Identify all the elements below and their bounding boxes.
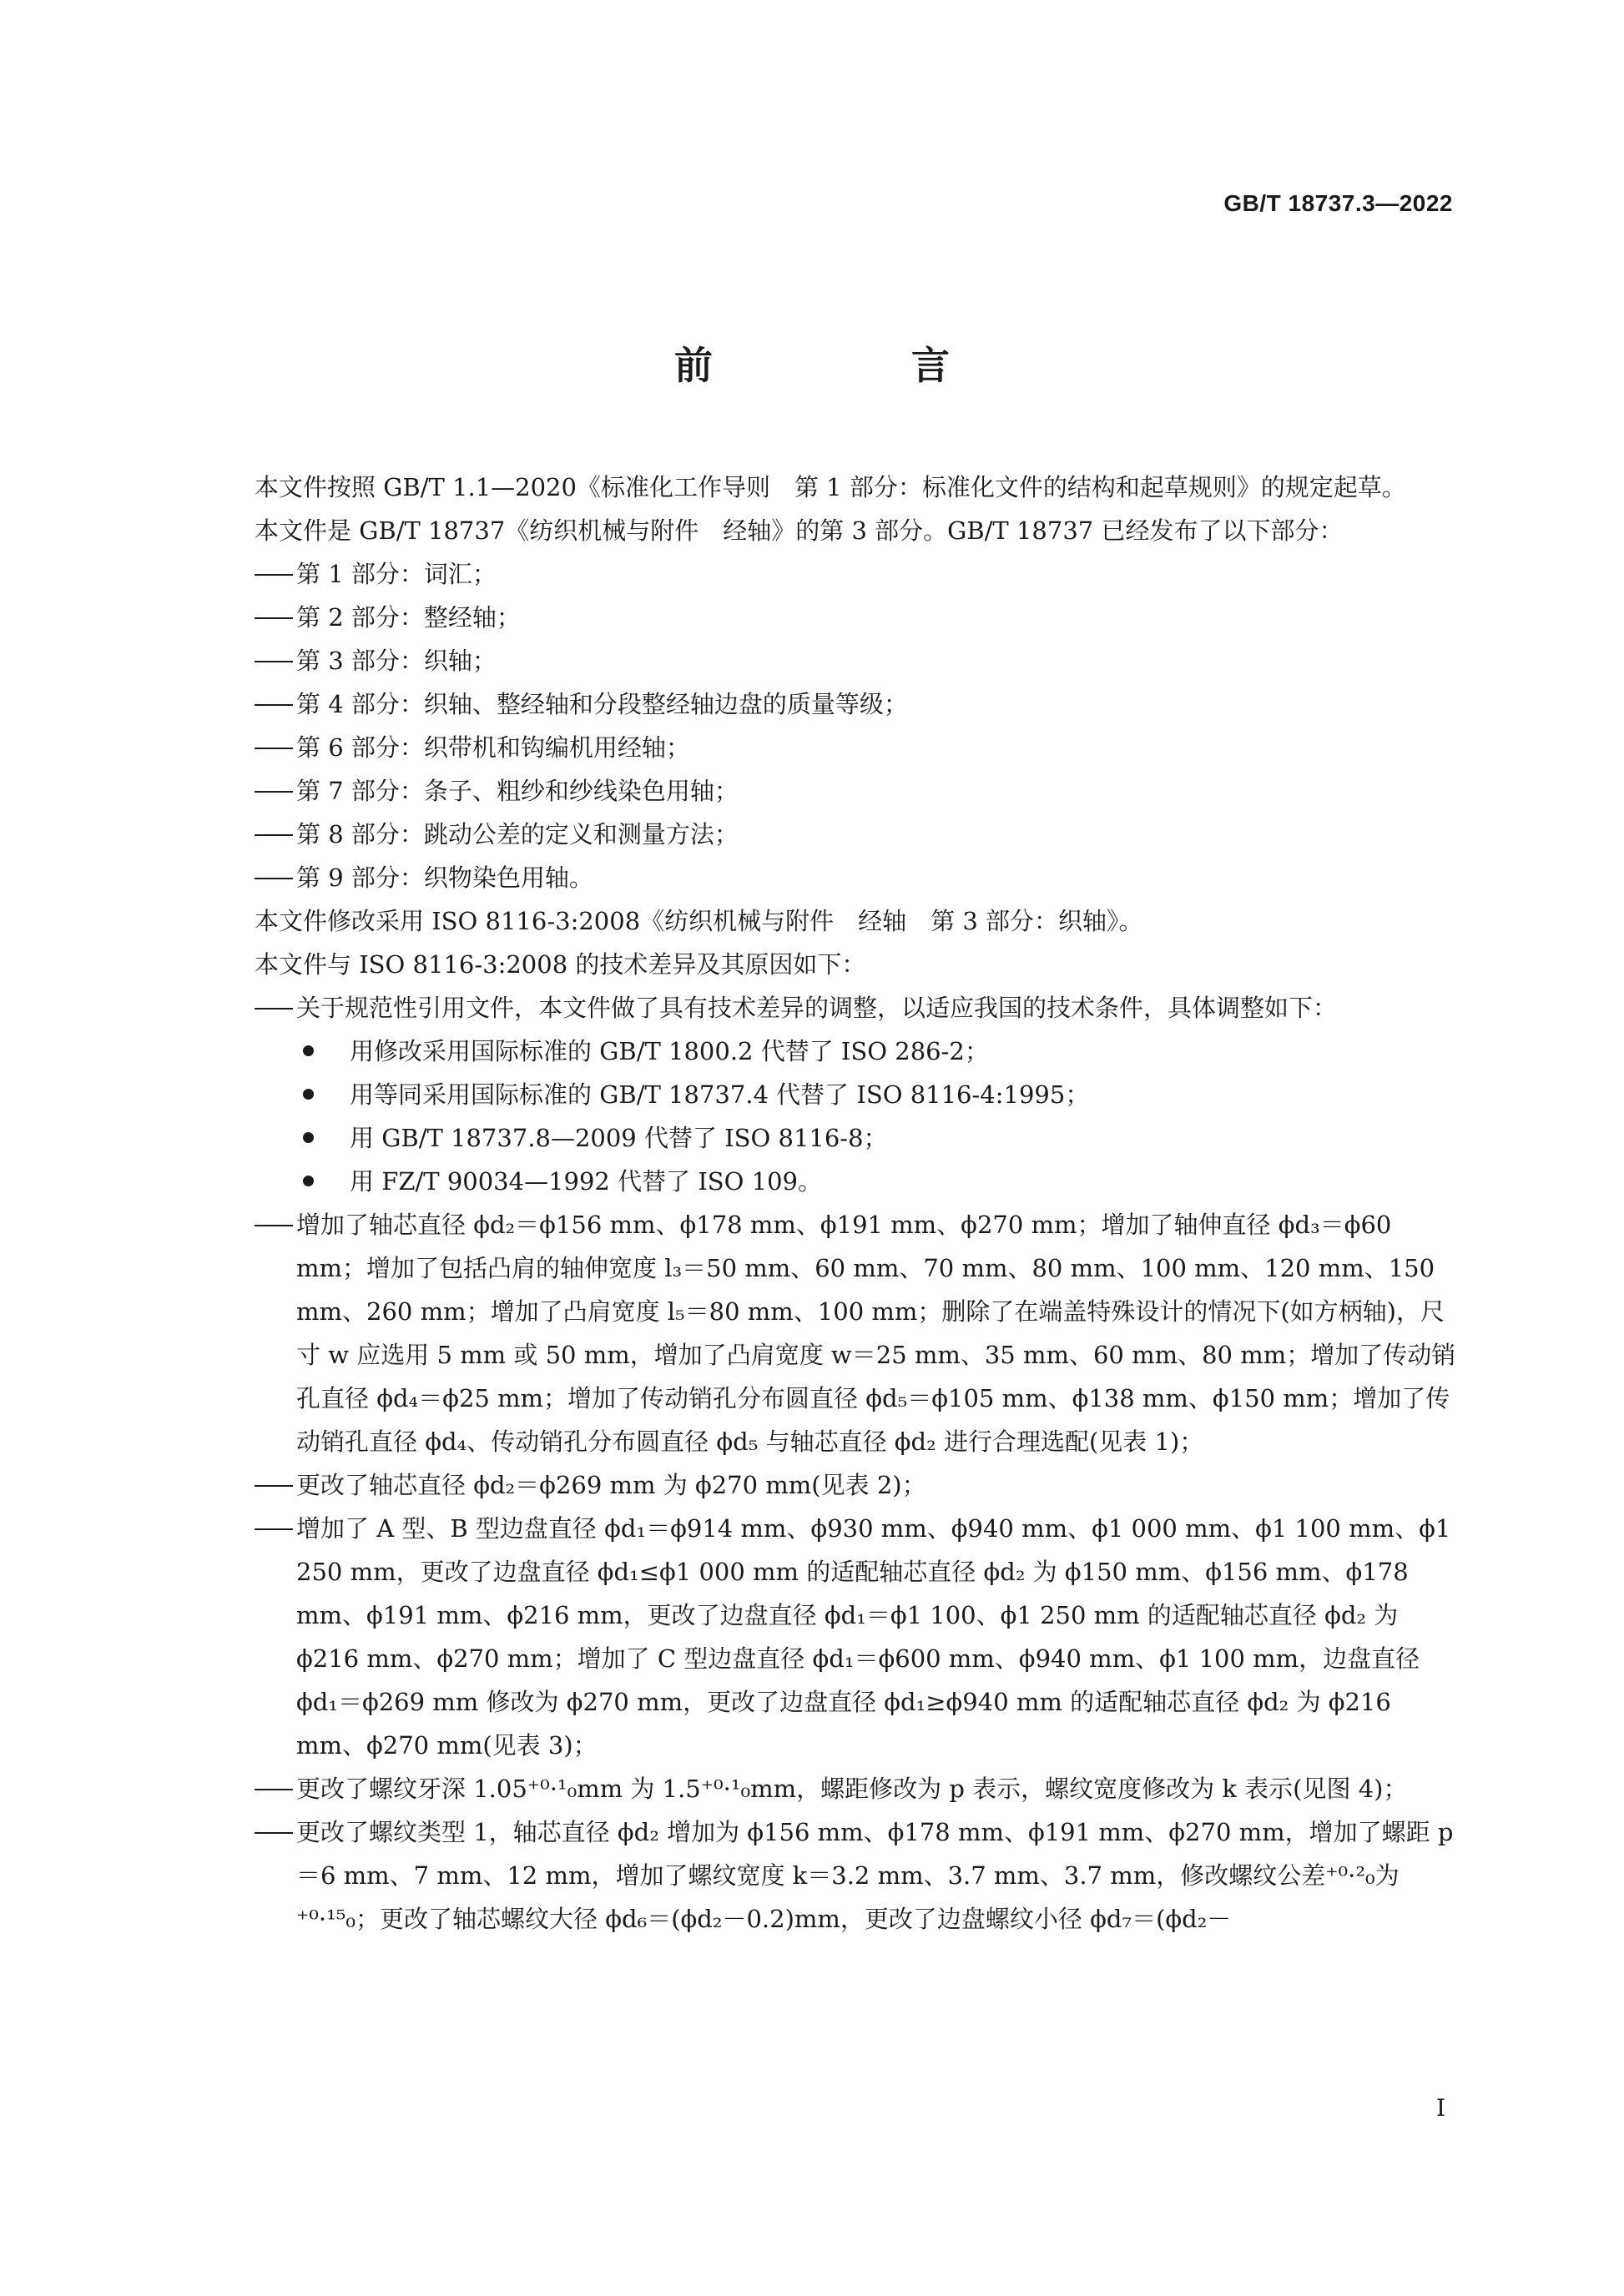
bullet-dot-icon [303,1132,314,1143]
bullet-item: 用等同采用国际标准的 GB/T 18737.4 代替了 ISO 8116-4:1995； [194,1073,1463,1116]
difference-item: 关于规范性引用文件，本文件做了具有技术差异的调整，以适应我国的技术条件，具体调整如下： 用修改采用国际标准的 GB/T 1800.2 代替了 ISO 286-2； 用等同采用国际标准的 GB/T 18737.4 代替了 ISO 8116-4:1995； 用 GB/T 18737.8—2009 代替了 ISO 8116-8； 用 FZ/T 90034—1992 代替了 ISO 109。 [194,986,1463,1203]
bullet-item: 用 GB/T 18737.8—2009 代替了 ISO 8116-8； [194,1116,1463,1160]
list-item: 第 9 部分：织物染色用轴。 [296,864,593,892]
difference-item: 更改了螺纹牙深 1.05⁺⁰·¹₀mm 为 1.5⁺⁰·¹₀mm，螺距修改为 p 表示，螺纹宽度修改为 k 表示(见图 4)； [296,1775,1408,1803]
differences-list [194,986,1463,1941]
list-item: 第 8 部分：跳动公差的定义和测量方法； [296,820,739,848]
paragraph-drafting-rules: 本文件按照 GB/T 1.1—2020《标准化工作导则 第 1 部分：标准化文件的结构和起草规则》的规定起草。 [255,473,1406,501]
document-code: GB/T 18737.3—2022 [1223,190,1453,216]
paragraph-adoption: 本文件修改采用 ISO 8116-3:2008《纺织机械与附件 经轴 第 3 部分：织轴》。 [255,907,1143,935]
list-item: 第 1 部分：词汇； [296,560,497,588]
difference-item: 更改了轴芯直径 ϕd₂＝ϕ269 mm 为 ϕ270 mm(见表 2)； [296,1471,926,1499]
bullet-dot-icon [303,1176,314,1186]
list-item: 第 2 部分：整经轴； [296,603,521,632]
bullet-list [194,1030,1463,1203]
page-number: I [1435,2094,1445,2122]
difference-item: 增加了 A 型、B 型边盘直径 ϕd₁＝ϕ914 mm、ϕ930 mm、ϕ940 mm、ϕ1 000 mm、ϕ1 100 mm、ϕ1 250 mm，更改了边盘直径 ϕd₁≤ϕ1 000 mm 的适配轴芯直径 ϕd₂ 为 ϕ150 mm、ϕ156 mm、ϕ178 mm、ϕ191 mm、ϕ216 mm，更改了边盘直径 ϕd₁＝ϕ1 100、ϕ1 250 mm 的适配轴芯直径 ϕd₂ 为 ϕ216 mm、ϕ270 mm；增加了 C 型边盘直径 ϕd₁＝ϕ600 mm、ϕ940 mm、ϕ1 100 mm，边盘直径 ϕd₁＝ϕ269 mm 修改为 ϕ270 mm，更改了边盘直径 ϕd₁≥ϕ940 mm 的适配轴芯直径 ϕd₂ 为 ϕ216 mm、ϕ270 mm(见表 3)； [296,1514,1451,1760]
difference-item: 增加了轴芯直径 ϕd₂＝ϕ156 mm、ϕ178 mm、ϕ191 mm、ϕ270 mm；增加了轴伸直径 ϕd₃＝ϕ60 mm；增加了包括凸肩的轴伸宽度 l₃＝50 mm、60 mm、70 mm、80 mm、100 mm、120 mm、150 mm、260 mm；增加了凸肩宽度 l₅＝80 mm、100 mm；删除了在端盖特殊设计的情况下(如方柄轴)，尺寸 w 应选用 5 mm 或 50 mm，增加了凸肩宽度 w＝25 mm、35 mm、60 mm、80 mm；增加了传动销孔直径 ϕd₄＝ϕ25 mm；增加了传动销孔分布圆直径 ϕd₅＝ϕ105 mm、ϕ138 mm、ϕ150 mm；增加了传动销孔直径 ϕd₄、传动销孔分布圆直径 ϕd₅ 与轴芯直径 ϕd₂ 进行合理选配(见表 1)； [296,1211,1456,1456]
preface-body [194,466,1463,1941]
list-item: 第 3 部分：织轴； [296,647,497,675]
list-item: 第 4 部分：织轴、整经轴和分段整经轴边盘的质量等级； [296,690,908,718]
difference-item: 更改了螺纹类型 1，轴芯直径 ϕd₂ 增加为 ϕ156 mm、ϕ178 mm、ϕ191 mm、ϕ270 mm，增加了螺距 p＝6 mm、7 mm、12 mm，增加了螺纹宽度 k＝3.2 mm、3.7 mm、3.7 mm，修改螺纹公差⁺⁰·²₀为⁺⁰·¹⁵₀；更改了轴芯螺纹大径 ϕd₆＝(ϕd₂－0.2)mm，更改了边盘螺纹小径 ϕd₇＝(ϕd₂－ [296,1818,1454,1933]
page-title: 前 言 [674,343,1030,388]
paragraph-series-intro: 本文件是 GB/T 18737《纺织机械与附件 经轴》的第 3 部分。GB/T 18737 已经发布了以下部分： [255,516,1344,545]
bullet-dot-icon [303,1045,314,1056]
parts-list [194,552,1463,899]
list-item: 第 7 部分：条子、粗纱和纱线染色用轴； [296,777,739,805]
list-item: 第 6 部分：织带机和钩编机用经轴； [296,733,690,762]
paragraph-differences-intro: 本文件与 ISO 8116-3:2008 的技术差异及其原因如下： [255,950,866,979]
bullet-item: 用修改采用国际标准的 GB/T 1800.2 代替了 ISO 286-2； [194,1030,1463,1073]
bullet-item: 用 FZ/T 90034—1992 代替了 ISO 109。 [194,1160,1463,1203]
bullet-dot-icon [303,1089,314,1100]
